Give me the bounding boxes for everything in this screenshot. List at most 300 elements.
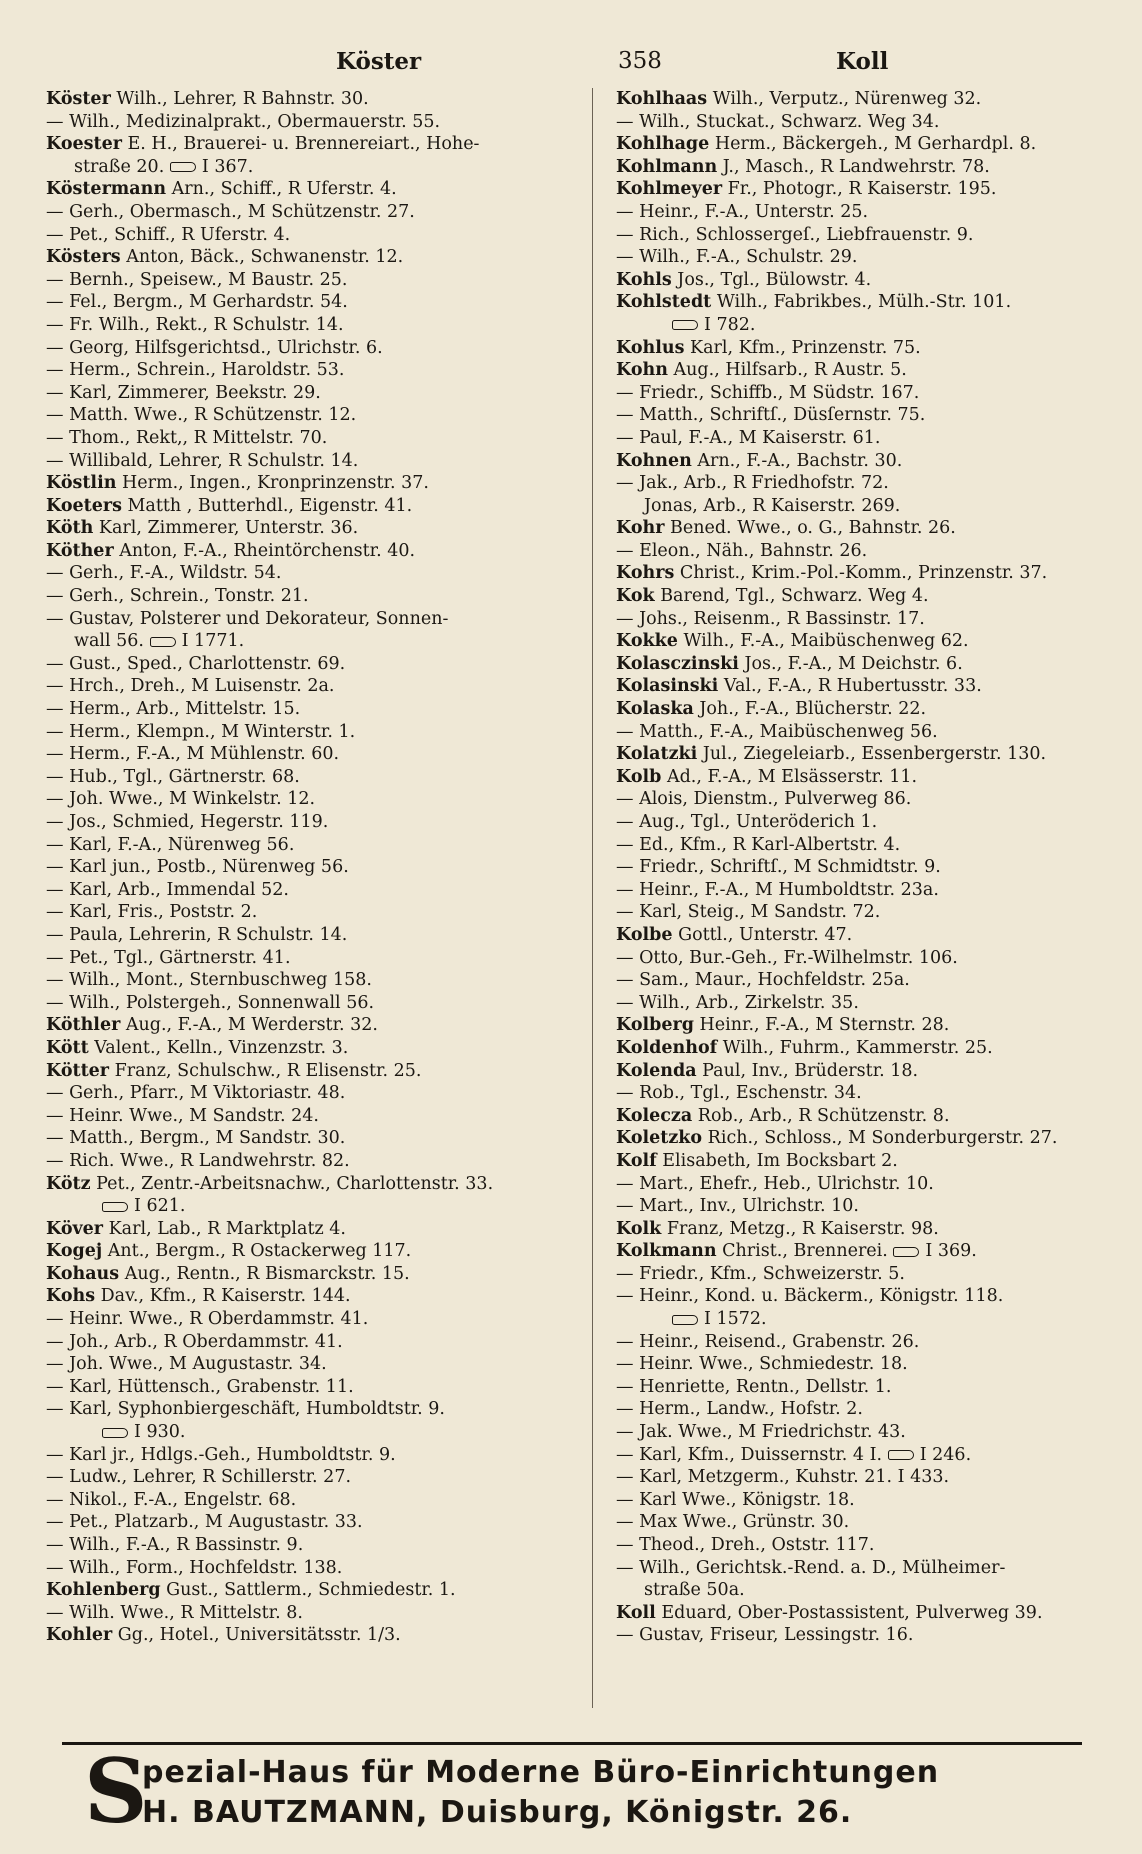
entry-text: — Gustav, Friseur, Lessingstr. 16.	[616, 1625, 914, 1646]
entry-text: — Fr. Wilh., Rekt., R Schulstr. 14.	[46, 314, 344, 335]
entry-text: Pet., Zentr.-Arbeitsnachw., Charlottenstr. 33.	[90, 1173, 494, 1194]
directory-entry	[616, 269, 1142, 292]
directory-entry	[616, 1240, 1142, 1263]
directory-entry	[616, 450, 1142, 473]
directory-entry	[616, 1489, 1142, 1512]
directory-entry	[46, 156, 566, 179]
entry-text: — Herm., Schrein., Haroldstr. 53.	[46, 360, 345, 381]
entry-text: — Wilh. Wwe., R Mittelstr. 8.	[46, 1602, 303, 1623]
directory-entry	[616, 88, 1142, 111]
entry-text: — Johs., Reisenm., R Bassinstr. 17.	[616, 608, 925, 629]
directory-entry	[616, 1444, 1142, 1467]
directory-entry	[46, 495, 566, 518]
entry-text: — Karl, Fris., Poststr. 2.	[46, 902, 258, 923]
entry-text: — Wilh., F.-A., R Bassinstr. 9.	[46, 1535, 304, 1555]
directory-entry	[46, 969, 566, 992]
directory-entry	[616, 1466, 1142, 1489]
telephone-icon	[893, 1247, 919, 1257]
entry-text: Arn., F.-A., Bachstr. 30.	[691, 450, 903, 471]
directory-entry	[46, 201, 566, 224]
entry-surname: Kohnen	[616, 450, 692, 471]
directory-entry	[616, 1421, 1142, 1444]
directory-entry	[46, 1014, 566, 1037]
entry-text: Wilh., Fabrikbes., Mülh.-Str. 101.	[711, 292, 1012, 313]
entry-text: E. H., Brauerei- u. Brennereiart., Hohe-	[121, 134, 480, 155]
entry-text: Franz, Metzg., R Kaiserstr. 98.	[661, 1218, 939, 1239]
entry-text: — Rob., Tgl., Eschenstr. 34.	[616, 1083, 862, 1104]
entry-text: Rob., Arb., R Schützenstr. 8.	[692, 1105, 950, 1126]
entry-text: — Friedr., Schiffb., M Südstr. 167.	[616, 382, 920, 403]
entry-text: — Aug., Tgl., Unteröderich 1.	[616, 812, 878, 832]
entry-surname: Kohler	[46, 1625, 113, 1646]
directory-entry	[616, 698, 1142, 721]
directory-entry	[616, 1557, 1142, 1580]
ad-line-2: H. BAUTZMANN, Duisburg, Königstr. 26.	[142, 1795, 853, 1830]
directory-entry	[46, 1263, 566, 1286]
entry-phone-number: I 1771.	[181, 631, 245, 652]
entry-text: — Friedr., Kfm., Schweizerstr. 5.	[616, 1263, 905, 1284]
directory-entry	[46, 811, 566, 834]
directory-entry	[616, 856, 1142, 879]
entry-surname: Kohaus	[46, 1263, 120, 1284]
directory-entry	[46, 1421, 566, 1444]
directory-entry	[616, 495, 1142, 518]
entry-text: Elisabeth, Im Bocksbart 2.	[656, 1150, 898, 1171]
entry-surname: Kohrs	[616, 563, 675, 584]
entry-text: — Herm., Landw., Hofstr. 2.	[616, 1399, 863, 1420]
directory-entry	[616, 1624, 1142, 1647]
directory-entry	[46, 540, 566, 563]
directory-entry	[46, 901, 566, 924]
entry-text: Eduard, Ober-Postassistent, Pulverweg 39.	[655, 1602, 1043, 1623]
directory-entry	[616, 1579, 1142, 1602]
directory-entry	[616, 1534, 1142, 1557]
entry-text: — Rich. Wwe., R Landwehrstr. 82.	[46, 1150, 350, 1171]
entry-surname: Kolenda	[616, 1060, 697, 1081]
directory-entry	[616, 1511, 1142, 1534]
directory-entry	[46, 1579, 566, 1602]
entry-text: — Wilh., Form., Hochfeldstr. 138.	[46, 1557, 343, 1578]
entry-text: — Herm., Klempn., M Winterstr. 1.	[46, 721, 356, 742]
entry-text: — Hub., Tgl., Gärtnerstr. 68.	[46, 766, 300, 787]
entry-text: — Wilh., F.-A., Schulstr. 29.	[616, 247, 858, 268]
directory-entry	[46, 337, 566, 360]
directory-entry	[616, 1331, 1142, 1354]
directory-entry	[46, 359, 566, 382]
entry-text: Karl, Lab., R Marktplatz 4.	[103, 1218, 346, 1239]
entry-surname: Kolatzki	[616, 744, 698, 765]
entry-text: — Joh. Wwe., M Winkelstr. 12.	[46, 789, 316, 810]
directory-entry	[46, 404, 566, 427]
directory-entry	[616, 1014, 1142, 1037]
entry-text: — Karl, Steig., M Sandstr. 72.	[616, 902, 881, 923]
directory-entry	[46, 992, 566, 1015]
entry-text: Karl, Zimmerer, Unterstr. 36.	[93, 518, 359, 539]
entry-surname: Kohlus	[616, 337, 685, 358]
directory-entry	[616, 1376, 1142, 1399]
entry-text: Christ., Krim.-Pol.-Komm., Prinzenstr. 37.	[674, 563, 1048, 584]
entry-text: — Matth. Wwe., R Schützenstr. 12.	[46, 405, 357, 426]
entry-text: Aug., Rentn., R Bismarckstr. 15.	[119, 1263, 410, 1284]
entry-text: — Pet., Platzarb., M Augustastr. 33.	[46, 1512, 363, 1533]
directory-entry	[46, 1624, 566, 1647]
entry-text: Gottl., Unterstr. 47.	[672, 924, 853, 945]
directory-entry	[616, 1105, 1142, 1128]
directory-entry	[616, 630, 1142, 653]
entry-text: — Alois, Dienstm., Pulverweg 86.	[616, 789, 912, 810]
entry-text: Bened. Wwe., o. G., Bahnstr. 26.	[664, 518, 956, 539]
directory-entry	[616, 314, 1142, 337]
directory-entry	[46, 698, 566, 721]
directory-entry	[46, 879, 566, 902]
directory-entry	[616, 585, 1142, 608]
entry-text: Jul., Ziegeleiarb., Essenbergerstr. 130.	[697, 744, 1047, 765]
entry-text: Matth , Butterhdl., Eigenstr. 41.	[121, 495, 413, 516]
entry-surname: Köstermann	[46, 179, 167, 200]
entry-text: Paul, Inv., Brüderstr. 18.	[696, 1060, 919, 1081]
directory-entry	[616, 540, 1142, 563]
directory-entry	[46, 1331, 566, 1354]
directory-entry	[46, 291, 566, 314]
entry-text: — Herm., F.-A., M Mühlenstr. 60.	[46, 744, 340, 765]
entry-text: Heinr., F.-A., M Sternstr. 28.	[693, 1015, 950, 1036]
telephone-icon	[672, 1315, 698, 1325]
telephone-icon	[672, 320, 698, 330]
entry-text: — Wilh., Mont., Sternbuschweg 158.	[46, 970, 372, 991]
directory-entry	[616, 1195, 1142, 1218]
entry-text: wall 56.	[74, 631, 144, 652]
entry-text: J., Masch., R Landwehrstr. 78.	[717, 156, 990, 177]
entry-text: — Gerh., Pfarr., M Viktoriastr. 48.	[46, 1083, 346, 1104]
entry-surname: Kolb	[616, 766, 662, 787]
entry-surname: Kogej	[46, 1241, 103, 1262]
entry-surname: Kohlhage	[616, 134, 710, 155]
entry-text: Fr., Photogr., R Kaiserstr. 195.	[722, 179, 997, 200]
entry-text: — Max Wwe., Grünstr. 30.	[616, 1512, 850, 1533]
entry-text: Wilh., F.-A., Maibüschenweg 62.	[677, 631, 969, 652]
entry-text: Ad., F.-A., M Elsässerstr. 11.	[661, 766, 918, 787]
directory-entry	[616, 1082, 1142, 1105]
directory-entry	[46, 1444, 566, 1467]
directory-entry	[46, 517, 566, 540]
directory-entry	[46, 1105, 566, 1128]
entry-text: — Karl, Kfm., Duissernstr. 4 I.	[616, 1444, 883, 1465]
entry-text: Wilh., Fuhrm., Kammerstr. 25.	[717, 1037, 993, 1058]
directory-entry	[46, 178, 566, 201]
entry-text: — Karl Wwe., Königstr. 18.	[616, 1489, 855, 1510]
entry-text: — Herm., Arb., Mittelstr. 15.	[46, 699, 301, 720]
entry-surname: Kohlenberg	[46, 1580, 161, 1601]
entry-surname: Kötz	[46, 1173, 91, 1194]
telephone-icon	[102, 1428, 128, 1438]
directory-entry	[616, 1037, 1142, 1060]
directory-entry	[616, 1060, 1142, 1083]
entry-surname: Koester	[46, 134, 122, 155]
left-column	[46, 88, 566, 1647]
entry-text: — Eleon., Näh., Bahnstr. 26.	[616, 540, 868, 561]
directory-entry	[46, 585, 566, 608]
entry-surname: Koleczа	[616, 1105, 693, 1126]
entry-phone-number: I 246.	[919, 1444, 972, 1465]
directory-entry	[616, 1308, 1142, 1331]
entry-text: Gust., Sattlerm., Schmiedestr. 1.	[160, 1580, 456, 1601]
directory-entry	[616, 224, 1142, 247]
entry-text: — Jos., Schmied, Hegerstr. 119.	[46, 812, 329, 832]
directory-entry	[46, 1398, 566, 1421]
directory-entry	[46, 472, 566, 495]
directory-entry	[46, 721, 566, 744]
entry-text: Val., F.-A., R Hubertusstr. 33.	[718, 676, 982, 697]
directory-entry	[46, 1082, 566, 1105]
directory-entry	[46, 382, 566, 405]
directory-entry	[616, 766, 1142, 789]
entry-text: Wilh., Verputz., Nürenweg 32.	[707, 89, 982, 109]
directory-entry	[46, 1150, 566, 1173]
directory-entry	[46, 1489, 566, 1512]
entry-surname: Kolasczinski	[616, 653, 739, 674]
directory-entry	[46, 1037, 566, 1060]
directory-entry	[46, 1353, 566, 1376]
entry-text: — Sam., Maur., Hochfeldstr. 25a.	[616, 970, 910, 991]
entry-text: Jos., Tgl., Bülowstr. 4.	[671, 269, 872, 290]
entry-surname: Kolberg	[616, 1015, 694, 1036]
entry-text: — Jak. Wwe., M Friedrichstr. 43.	[616, 1422, 906, 1443]
directory-entry	[46, 743, 566, 766]
entry-text: — Karl, Hüttensch., Grabenstr. 11.	[46, 1376, 354, 1397]
directory-entry	[46, 1285, 566, 1308]
entry-text: — Mart., Inv., Ulrichstr. 10.	[616, 1196, 859, 1217]
entry-text: — Theod., Dreh., Oststr. 117.	[616, 1535, 875, 1555]
entry-phone-number: I 621.	[134, 1196, 186, 1217]
directory-entry	[46, 856, 566, 879]
entry-surname: Kösters	[46, 247, 121, 268]
directory-entry	[616, 811, 1142, 834]
entry-text: — Heinr. Wwe., R Oberdammstr. 41.	[46, 1309, 369, 1330]
directory-entry	[46, 1173, 566, 1196]
directory-entry	[616, 1173, 1142, 1196]
entry-text: Valent., Kelln., Vinzenzstr. 3.	[88, 1037, 349, 1058]
directory-entry	[616, 1398, 1142, 1421]
directory-entry	[46, 947, 566, 970]
entry-text: — Matth., Schriftſ., Düsſernstr. 75.	[616, 405, 926, 426]
entry-surname: Kolkmann	[616, 1241, 717, 1262]
directory-entry	[46, 1308, 566, 1331]
entry-text: Dav., Kfm., R Kaiserstr. 144.	[95, 1286, 351, 1307]
entry-text: — Georg, Hilfsgerichtsd., Ulrichstr. 6.	[46, 337, 383, 358]
entry-surname: Kolf	[616, 1150, 657, 1171]
directory-entry	[616, 246, 1142, 269]
entry-text: — Wilh., Stuckat., Schwarz. Weg 34.	[616, 111, 940, 132]
entry-text: Anton, F.-A., Rheintörchenstr. 40.	[113, 540, 416, 561]
directory-entry	[46, 1060, 566, 1083]
entry-text: straße 20.	[74, 156, 165, 177]
entry-text: — Otto, Bur.-Geh., Fr.-Wilhelmstr. 106.	[616, 947, 958, 968]
directory-entry	[616, 879, 1142, 902]
entry-phone-number: I 930.	[134, 1422, 186, 1443]
directory-entry	[616, 178, 1142, 201]
entry-text: — Fel., Bergm., M Gerhardstr. 54.	[46, 292, 348, 313]
directory-entry	[616, 1150, 1142, 1173]
directory-entry	[46, 269, 566, 292]
entry-text: Rich., Schloss., M Sonderburgerstr. 27.	[702, 1128, 1058, 1149]
entry-text: — Heinr., F.-A., M Humboldtstr. 23a.	[616, 879, 939, 900]
entry-surname: Koldenhof	[616, 1037, 718, 1058]
directory-entry	[616, 788, 1142, 811]
directory-entry	[46, 427, 566, 450]
directory-entry	[46, 111, 566, 134]
entry-text: Gg., Hotel., Universitätsstr. 1/3.	[112, 1625, 401, 1646]
entry-surname: Kolbe	[616, 924, 673, 945]
entry-text: — Nikol., F.-A., Engelstr. 68.	[46, 1489, 297, 1510]
directory-entry	[46, 1376, 566, 1399]
entry-text: Anton, Bäck., Schwanenstr. 12.	[120, 247, 404, 268]
entry-text: Arn., Schiff., R Uferstr. 4.	[166, 179, 397, 200]
directory-entry	[616, 517, 1142, 540]
entry-surname: Kohls	[616, 269, 672, 290]
directory-entry	[616, 653, 1142, 676]
directory-entry	[46, 1511, 566, 1534]
directory-entry	[46, 653, 566, 676]
entry-text: Karl, Kfm., Prinzenstr. 75.	[684, 337, 921, 358]
entry-text: — Wilh., Arb., Zirkelstr. 35.	[616, 992, 859, 1013]
directory-entry	[616, 1602, 1142, 1625]
directory-entry	[46, 1218, 566, 1241]
entry-surname: Kokke	[616, 631, 678, 652]
entry-text: — Wilh., Medizinalprakt., Obermauerstr. 55.	[46, 111, 441, 132]
entry-text: Wilh., Lehrer, R Bahnstr. 30.	[110, 89, 369, 109]
entry-surname: Köthler	[46, 1015, 121, 1036]
directory-entry	[616, 743, 1142, 766]
entry-text: — Heinr. Wwe., Schmiedestr. 18.	[616, 1354, 908, 1375]
entry-text: — Willibald, Lehrer, R Schulstr. 14.	[46, 450, 359, 471]
page-number: 358	[618, 48, 662, 74]
directory-entry	[616, 427, 1142, 450]
entry-text: — Joh., Arb., R Oberdammstr. 41.	[46, 1331, 343, 1352]
entry-text: — Ludw., Lehrer, R Schillerstr. 27.	[46, 1467, 352, 1488]
entry-text: Aug., Hilfsarb., R Austr. 5.	[667, 360, 907, 381]
entry-text: — Pet., Schiff., R Uferstr. 4.	[46, 224, 291, 245]
entry-surname: Kohlstedt	[616, 292, 712, 313]
entry-text: — Karl, Syphonbiergeschäft, Humboldtstr. 9.	[46, 1399, 445, 1420]
directory-entry	[616, 969, 1142, 992]
ad-initial: S	[84, 1739, 148, 1843]
directory-entry	[616, 291, 1142, 314]
telephone-icon	[888, 1450, 914, 1460]
entry-text: Franz, Schulschw., R Elisenstr. 25.	[109, 1060, 422, 1081]
directory-entry	[46, 608, 566, 631]
directory-entry	[616, 721, 1142, 744]
telephone-icon	[150, 637, 176, 647]
entry-surname: Kohlhaas	[616, 89, 708, 109]
entry-surname: Köther	[46, 540, 114, 561]
directory-entry	[616, 608, 1142, 631]
directory-entry	[616, 901, 1142, 924]
entry-text: Ant., Bergm., R Ostackerweg 117.	[102, 1241, 412, 1262]
entry-text: Joh., F.-A., Blücherstr. 22.	[693, 699, 927, 720]
entry-text: — Friedr., Schriftſ., M Schmidtstr. 9.	[616, 857, 941, 878]
directory-entry	[616, 133, 1142, 156]
entry-text: — Matth., Bergm., M Sandstr. 30.	[46, 1128, 346, 1149]
entry-text: — Mart., Ehefr., Heb., Ulrichstr. 10.	[616, 1173, 934, 1194]
columns	[46, 88, 1096, 1708]
directory-entry	[616, 201, 1142, 224]
entry-surname: Koeters	[46, 495, 122, 516]
directory-entry	[46, 562, 566, 585]
telephone-icon	[170, 162, 196, 172]
entry-surname: Kött	[46, 1037, 89, 1058]
entry-text: — Karl, Arb., Immendal 52.	[46, 879, 289, 900]
entry-text: — Wilh., Gerichtsk.-Rend. a. D., Mülheimer-	[616, 1557, 1006, 1578]
entry-text: Barend, Tgl., Schwarz. Weg 4.	[654, 586, 929, 607]
directory-entry	[46, 788, 566, 811]
directory-entry	[46, 834, 566, 857]
directory-entry	[46, 450, 566, 473]
entry-surname: Kohn	[616, 360, 668, 381]
directory-entry	[46, 133, 566, 156]
directory-entry	[616, 1353, 1142, 1376]
entry-text: — Karl, Zimmerer, Beekstr. 29.	[46, 382, 321, 403]
directory-entry	[616, 1127, 1142, 1150]
entry-text: — Jak., Arb., R Friedhofstr. 72.	[616, 473, 889, 494]
entry-text: — Wilh., Polstergeh., Sonnenwall 56.	[46, 992, 375, 1013]
entry-text: — Gerh., Schrein., Tonstr. 21.	[46, 586, 309, 607]
entry-surname: Kötter	[46, 1060, 110, 1081]
entry-phone-number: I 1572.	[704, 1309, 767, 1330]
entry-text: — Gerh., Obermasch., M Schützenstr. 27.	[46, 201, 415, 222]
directory-entry	[616, 359, 1142, 382]
entry-text: — Joh. Wwe., M Augustastr. 34.	[46, 1354, 327, 1375]
directory-entry	[616, 404, 1142, 427]
entry-surname: Koll	[616, 1602, 656, 1623]
entry-surname: Kolk	[616, 1218, 662, 1239]
directory-entry	[46, 766, 566, 789]
entry-text: — Pet., Tgl., Gärtnerstr. 41.	[46, 947, 291, 968]
entry-surname: Köver	[46, 1218, 104, 1239]
directory-entry	[616, 1285, 1142, 1308]
entry-phone-number: I 367.	[201, 156, 254, 177]
right-column	[616, 88, 1142, 1647]
entry-text: Jos., F.-A., M Deichstr. 6.	[738, 653, 963, 674]
entry-text: — Gerh., F.-A., Wildstr. 54.	[46, 563, 282, 584]
entry-text: — Karl jun., Postb., Nürenweg 56.	[46, 857, 349, 878]
entry-text: — Paula, Lehrerin, R Schulstr. 14.	[46, 924, 348, 945]
entry-text: — Rich., Schlossergeſ., Liebfrauenstr. 9.	[616, 224, 974, 245]
entry-text: — Bernh., Speisew., M Baustr. 25.	[46, 269, 348, 290]
directory-entry	[616, 382, 1142, 405]
entry-text: — Gust., Sped., Charlottenstr. 69.	[46, 653, 346, 674]
entry-text: Aug., F.-A., M Werderstr. 32.	[120, 1015, 378, 1036]
entry-surname: Köstlin	[46, 473, 117, 494]
directory-entry	[616, 924, 1142, 947]
entry-text: — Heinr. Wwe., M Sandstr. 24.	[46, 1105, 319, 1126]
directory-entry	[46, 314, 566, 337]
directory-entry	[46, 1557, 566, 1580]
entry-text: — Paul, F.-A., M Kaiserstr. 61.	[616, 427, 881, 448]
entry-text: — Heinr., F.-A., Unterstr. 25.	[616, 201, 869, 222]
entry-surname: Kohr	[616, 518, 665, 539]
directory-entry	[46, 675, 566, 698]
entry-phone-number: I 782.	[704, 314, 756, 335]
directory-entry	[46, 1534, 566, 1557]
directory-entry	[616, 947, 1142, 970]
column-divider	[592, 88, 593, 1708]
entry-text: — Matth., F.-A., Maibüschenweg 56.	[616, 721, 938, 742]
entry-text: Christ., Brennerei.	[716, 1241, 888, 1262]
entry-text: Herm., Ingen., Kronprinzenstr. 37.	[116, 473, 429, 494]
entry-text: — Ed., Kfm., R Karl-Albertstr. 4.	[616, 834, 901, 855]
directory-entry	[616, 834, 1142, 857]
directory-entry	[616, 1263, 1142, 1286]
